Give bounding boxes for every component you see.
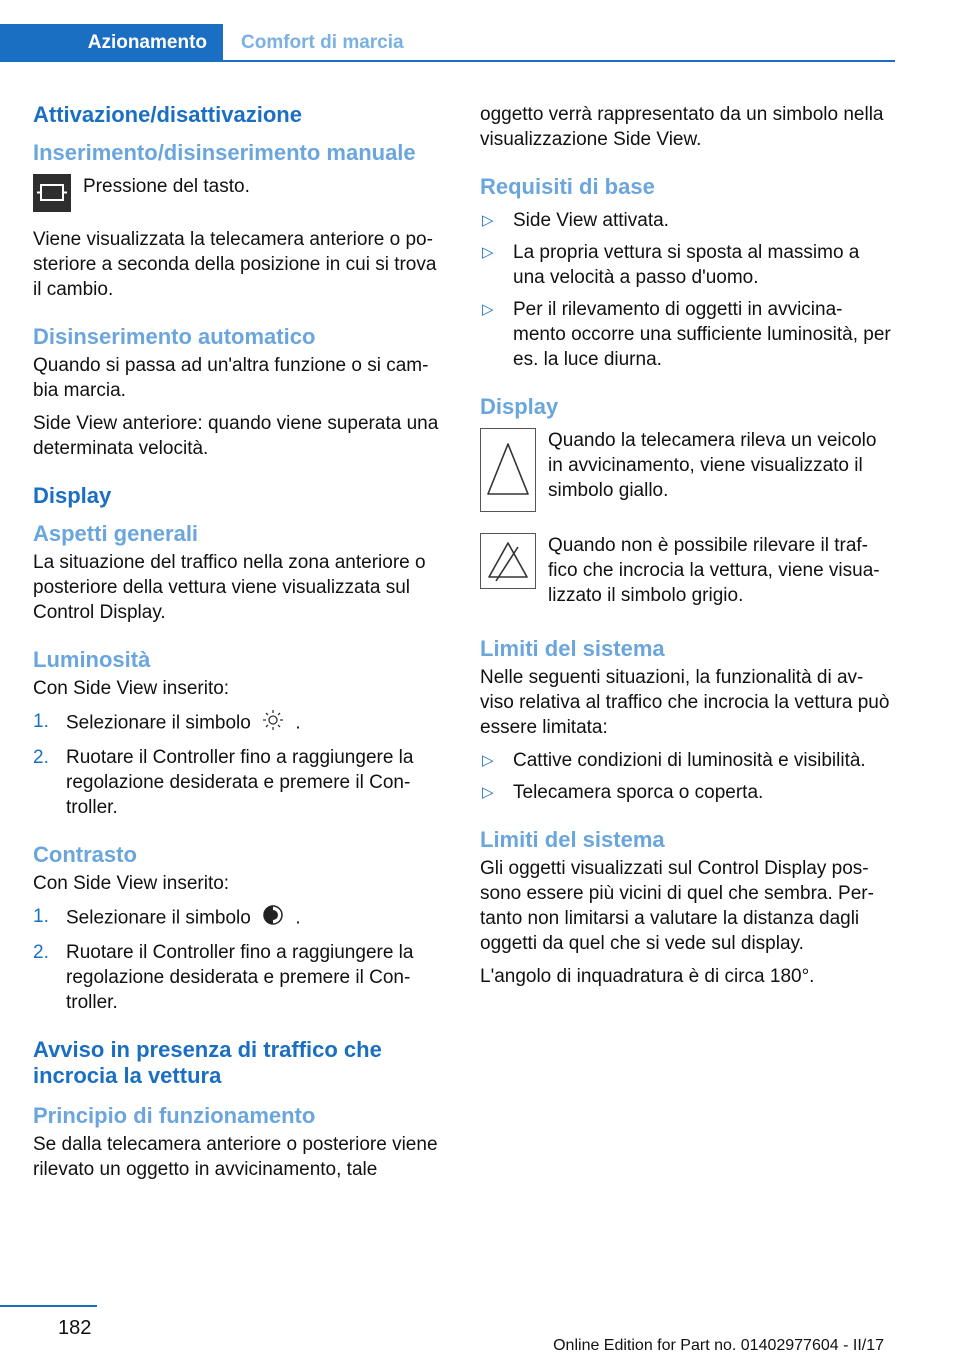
list-marker: ▷ — [482, 212, 494, 229]
page-number: 182 — [58, 1317, 92, 1339]
heading-principle: Principio di funzionamento — [33, 1103, 316, 1128]
tab-azionamento[interactable]: Azionamento — [0, 24, 223, 62]
heading-display-right: Display — [480, 394, 559, 419]
step-number: 2. — [33, 942, 49, 963]
step-number: 2. — [33, 747, 49, 768]
list-item-text: La propria vettura si sposta al massimo a una velocità a passo d'uomo. — [513, 242, 860, 288]
list-marker: ▷ — [482, 244, 494, 261]
right-column — [480, 102, 895, 997]
list-item-text: Cattive condizioni di luminosità e visibilità. — [513, 750, 866, 771]
paragraph-limits-2: Gli oggetti visualizzati sul Control Display pos‐ sono essere più vicini di quel che sembra. Per‐ tanto non limitarsi a valutare la distanza dagli oggetti da quel che si vede sul display. — [480, 858, 874, 954]
left-column — [33, 102, 448, 1190]
list-item — [480, 780, 895, 805]
sun-icon — [262, 709, 284, 738]
header-rule — [0, 60, 895, 62]
list-item-text: Per il rilevamento di oggetti in avvicina‐ mento occorre una sufficiente luminosità, per es. la luce diurna. — [513, 299, 891, 370]
paragraph-angle: L'angolo di inquadratura è di circa 180°. — [480, 966, 815, 987]
step-number: 1. — [33, 711, 49, 732]
heading-auto-off: Disinserimento automatico — [33, 324, 316, 349]
list-marker: ▷ — [482, 784, 494, 801]
step-number: 1. — [33, 906, 49, 927]
side-view-button-icon — [33, 174, 71, 217]
heading-activation: Attivazione/disattivazione — [33, 102, 302, 127]
paragraph-principle: Se dalla telecamera anteriore o posteriore viene rilevato un oggetto in avvicinamento, tale — [33, 1134, 438, 1180]
list-item-text: Telecamera sporca o coperta. — [513, 782, 764, 803]
press-button-row — [33, 174, 448, 217]
paragraph-brightness-intro: Con Side View inserito: — [33, 678, 230, 699]
step-text: Ruotare il Controller fino a raggiungere la regolazione desiderata e premere il Con‐ troller. — [66, 747, 414, 818]
heading-requirements: Requisiti di base — [480, 174, 655, 199]
heading-brightness: Luminosità — [33, 647, 151, 672]
edition-text: Online Edition for Part no. 01402977604 - II/17 — [553, 1337, 884, 1354]
paragraph-camera-shown: Viene visualizzata la telecamera anteriore o po‐ steriore a seconda della posizione in cui si trova il cambio. — [33, 229, 437, 300]
contrast-icon — [262, 904, 284, 933]
display-yellow-text: Quando la telecamera rileva un veicolo in avvicinamento, viene visualizzato il simbolo giallo. — [548, 430, 877, 501]
list-item — [480, 748, 895, 773]
display-yellow-row — [480, 428, 895, 517]
paragraph-limits-1: Nelle seguenti situazioni, la funzionalità di av‐ viso relativa al traffico che incrocia la vettura può essere limitata: — [480, 667, 890, 738]
display-grey-row — [480, 533, 895, 608]
list-item — [480, 297, 895, 372]
list-item — [33, 745, 448, 820]
contrast-steps — [33, 904, 448, 1015]
press-button-text: Pressione del tasto. — [83, 176, 250, 197]
display-grey-text: Quando non è possibile rilevare il traf‐ fico che incrocia la vettura, viene visua‐ lizzato il simbolo grigio. — [548, 535, 880, 606]
step-text: Selezionare il simbolo . — [66, 709, 301, 738]
warning-triangle-icon — [480, 428, 536, 517]
list-item — [33, 709, 448, 738]
paragraph-general: La situazione del traffico nella zona anteriore o posteriore della vettura viene visualizzata sul Control Display. — [33, 552, 426, 623]
paragraph-contrast-intro: Con Side View inserito: — [33, 873, 230, 894]
warning-triangle-crossed-icon — [480, 533, 536, 594]
heading-contrast: Contrasto — [33, 842, 137, 867]
step-text: Selezionare il simbolo . — [66, 904, 301, 933]
paragraph-auto-off-1: Quando si passa ad un'altra funzione o si cam‐ bia marcia. — [33, 355, 429, 401]
list-item — [33, 904, 448, 933]
step-text: Ruotare il Controller fino a raggiungere la regolazione desiderata e premere il Con‐ troller. — [66, 942, 414, 1013]
list-marker: ▷ — [482, 752, 494, 769]
heading-limits-1: Limiti del sistema — [480, 636, 665, 661]
heading-manual: Inserimento/disinserimento manuale — [33, 140, 416, 165]
heading-display: Display — [33, 483, 112, 508]
heading-general: Aspetti generali — [33, 521, 199, 546]
list-item — [480, 208, 895, 233]
list-item-text: Side View attivata. — [513, 210, 669, 231]
requirements-list — [480, 208, 895, 372]
footer-rule — [0, 1305, 97, 1307]
list-item — [33, 940, 448, 1015]
list-marker: ▷ — [482, 301, 494, 318]
tab-comfort-di-marcia[interactable]: Comfort di marcia — [241, 32, 404, 53]
heading-limits-2: Limiti del sistema — [480, 827, 665, 852]
heading-cross-traffic: Avviso in presenza di traffico che incrocia la vettura — [33, 1037, 382, 1088]
paragraph-continuation: oggetto verrà rappresentato da un simbolo nella visualizzazione Side View. — [480, 104, 884, 150]
limits-list — [480, 748, 895, 805]
list-item — [480, 240, 895, 290]
brightness-steps — [33, 709, 448, 820]
page-header — [0, 0, 895, 62]
paragraph-auto-off-2: Side View anteriore: quando viene superata una determinata velocità. — [33, 413, 439, 459]
